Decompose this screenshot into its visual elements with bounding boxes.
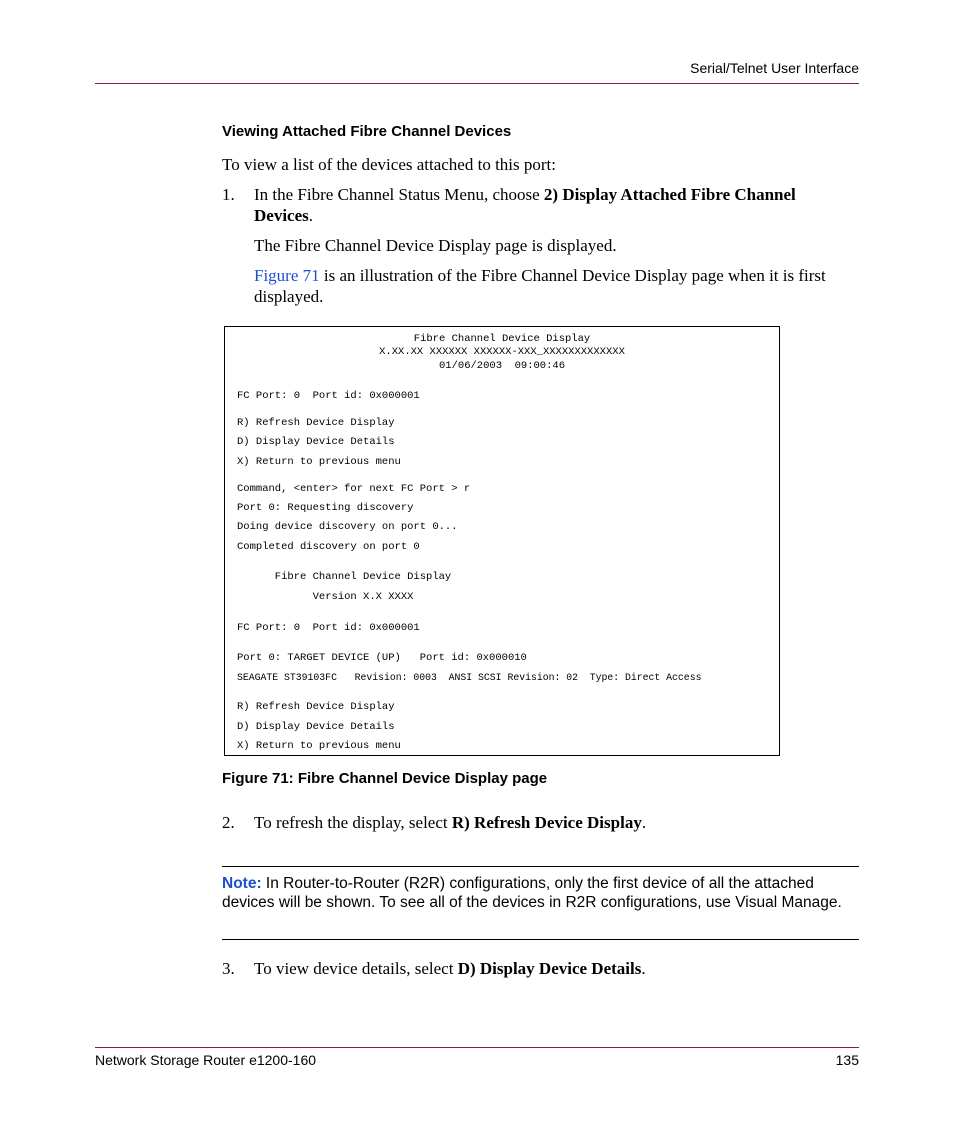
screen-line: D) Display Device Details	[237, 721, 395, 733]
screen-title: Fibre Channel Device Display	[413, 333, 591, 345]
step-2-prefix: To refresh the display, select	[254, 813, 452, 832]
step-3-prefix: To view device details, select	[254, 959, 458, 978]
intro-paragraph: To view a list of the devices attached to this port:	[222, 155, 556, 174]
screen-line: Port 0: Requesting discovery	[237, 502, 414, 514]
step-2-suffix: .	[641, 813, 647, 832]
running-header: Serial/Telnet User Interface	[690, 60, 859, 76]
note-text: In Router-to-Router (R2R) configurations, only the first device of all the attached devices will be shown. To see all of the devices in R2R configurations, use Visual Manage.	[222, 875, 842, 911]
terminal-screenshot	[224, 326, 780, 756]
screen-line: R) Refresh Device Display	[237, 701, 395, 713]
step-2-text	[254, 812, 859, 833]
step-2-command: R) Refresh Device Display	[451, 813, 642, 832]
step-2-number: 2.	[222, 813, 235, 832]
step-3-text	[254, 958, 859, 979]
screen-line: FC Port: 0 Port id: 0x000001	[237, 390, 420, 402]
figure-71-link[interactable]: Figure 71	[254, 266, 320, 285]
step-3-suffix: .	[641, 959, 646, 978]
footer-rule	[95, 1047, 859, 1048]
step-1-figure-reference	[254, 265, 859, 307]
screen-line: D) Display Device Details	[237, 436, 395, 448]
figure-caption: Figure 71: Fibre Channel Device Display page	[222, 770, 548, 787]
note-box	[222, 874, 859, 912]
step-3-number: 3.	[222, 959, 235, 978]
note-label: Note:	[222, 875, 262, 892]
screen-line: FC Port: 0 Port id: 0x000001	[237, 622, 420, 634]
step-1-result: The Fibre Channel Device Display page is displayed.	[254, 236, 617, 255]
section-heading: Viewing Attached Fibre Channel Devices	[222, 123, 512, 140]
screen-line: Version X.X XXXX	[237, 591, 414, 603]
screen-subtitle: X.XX.XX XXXXXX XXXXXX-XXX_XXXXXXXXXXXXX	[379, 346, 625, 358]
note-bottom-rule	[222, 939, 859, 940]
screen-line: Doing device discovery on port 0...	[237, 521, 458, 533]
step-1-suffix: .	[308, 206, 314, 225]
screen-line: X) Return to previous menu	[237, 740, 401, 752]
screen-line: R) Refresh Device Display	[237, 417, 395, 429]
step-1-command: 2) Display Attached Fibre Channel Devices	[254, 185, 796, 225]
note-top-rule	[222, 866, 859, 867]
screen-line: Fibre Channel Device Display	[237, 571, 452, 583]
screen-line: SEAGATE ST39103FC Revision: 0003 ANSI SCSI Revision: 02 Type: Direct Access	[237, 672, 702, 683]
header-rule	[95, 83, 859, 84]
screen-line: Command, <enter> for next FC Port > r	[237, 483, 471, 495]
screen-line: Port 0: TARGET DEVICE (UP) Port id: 0x000010	[237, 652, 527, 664]
footer-title: Network Storage Router e1200-160	[95, 1052, 317, 1068]
screen-line: Completed discovery on port 0	[237, 541, 420, 553]
step-1-prefix: In the Fibre Channel Status Menu, choose	[254, 185, 544, 204]
step-3-command: D) Display Device Details	[457, 959, 642, 978]
figure-reference-text: is an illustration of the Fibre Channel Device Display page when it is first displayed.	[254, 266, 826, 306]
step-1-number: 1.	[222, 185, 235, 204]
step-1-text	[254, 184, 859, 226]
screen-datetime: 01/06/2003 09:00:46	[438, 360, 566, 372]
screen-line: X) Return to previous menu	[237, 456, 401, 468]
page-number: 135	[835, 1052, 859, 1068]
